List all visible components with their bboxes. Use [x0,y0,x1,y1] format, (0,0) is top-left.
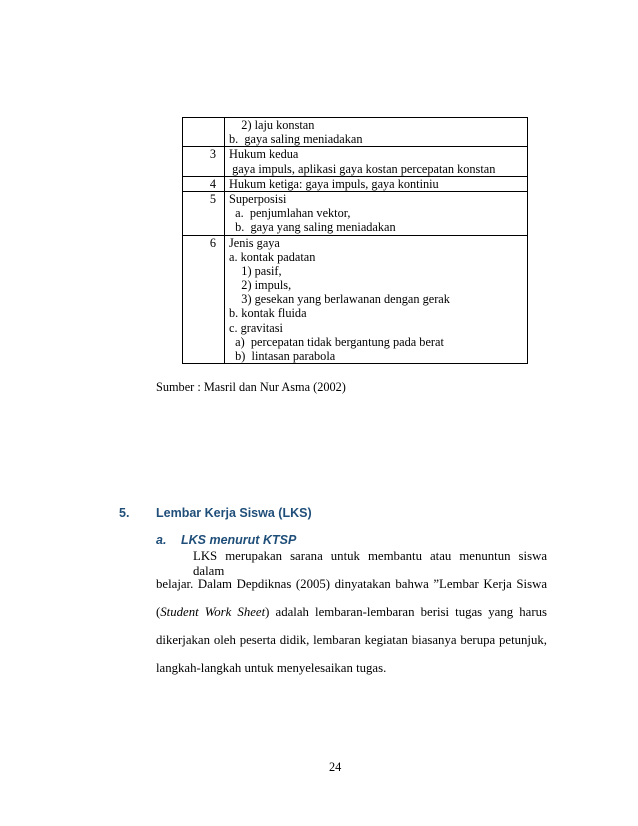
page-number: 24 [329,760,342,774]
table-row [183,147,528,176]
italic-term: Student Work Sheet [160,605,266,619]
content-line: Hukum kedua [229,147,299,162]
subsection-title: LKS menurut KTSP [181,533,297,547]
content-line: gaya impuls, aplikasi gaya kostan percepatan konstan [229,161,496,176]
material-table-body [183,118,528,364]
content-line: Hukum ketiga: gaya impuls, gaya kontiniu [229,176,439,191]
content-cell [225,118,528,147]
content-line: b) lintasan parabola [229,349,336,364]
content-line: 3) gesekan yang berlawanan dengan gerak [229,292,450,307]
content-line: b. kontak fluida [229,306,307,321]
empty-cell [183,235,203,364]
empty-cell [183,191,203,235]
content-cell [225,176,528,191]
table-row [183,176,528,191]
paragraph-line-5: langkah-langkah untuk menyelesaikan tugas. [156,661,387,675]
paragraph-line-4: dikerjakan oleh peserta didik, lembaran kegiatan biasanya berupa petunjuk, [156,633,547,647]
source-citation: Sumber : Masril dan Nur Asma (2002) [156,380,346,394]
row-number-cell: 6 [202,235,225,364]
empty-cell [183,176,203,191]
paragraph-line-1: LKS merupakan sarana untuk membantu atau menuntun siswa dalam [193,549,547,578]
content-line: 2) impuls, [229,278,292,293]
content-line: 2) laju konstan [229,118,315,132]
content-line: b. gaya yang saling meniadakan [229,220,396,235]
content-line: c. gravitasi [229,320,283,335]
row-number-cell: 5 [202,191,225,235]
section-title: Lembar Kerja Siswa (LKS) [156,506,312,520]
table-row [183,235,528,364]
content-line: 1) pasif, [229,263,282,278]
content-cell [225,235,528,364]
content-line: a) percepatan tidak bergantung pada berat [229,334,444,349]
table-row [183,191,528,235]
paren-open: ( [156,605,161,619]
empty-cell [183,118,203,147]
table-row [183,118,528,147]
empty-cell [183,147,203,176]
subsection-letter: a. [156,533,167,547]
paragraph-line-3 [156,605,547,620]
row-number-cell: 3 [202,147,225,176]
section-number: 5. [119,506,130,520]
paragraph-line-3-rest: ) adalah lembaran-lembaran berisi tugas yang harus [265,605,547,619]
content-line: Superposisi [229,191,287,206]
paragraph-line-2: belajar. Dalam Depdiknas (2005) dinyatakan bahwa ”Lembar Kerja Siswa [156,577,547,591]
content-cell [225,147,528,176]
content-cell [225,191,528,235]
content-line: Jenis gaya [229,235,280,250]
content-line: a. penjumlahan vektor, [229,206,351,221]
content-line: b. gaya saling meniadakan [229,132,363,147]
row-number-cell [202,118,225,147]
content-line: a. kontak padatan [229,249,316,264]
row-number-cell: 4 [202,176,225,191]
material-table [182,117,528,364]
